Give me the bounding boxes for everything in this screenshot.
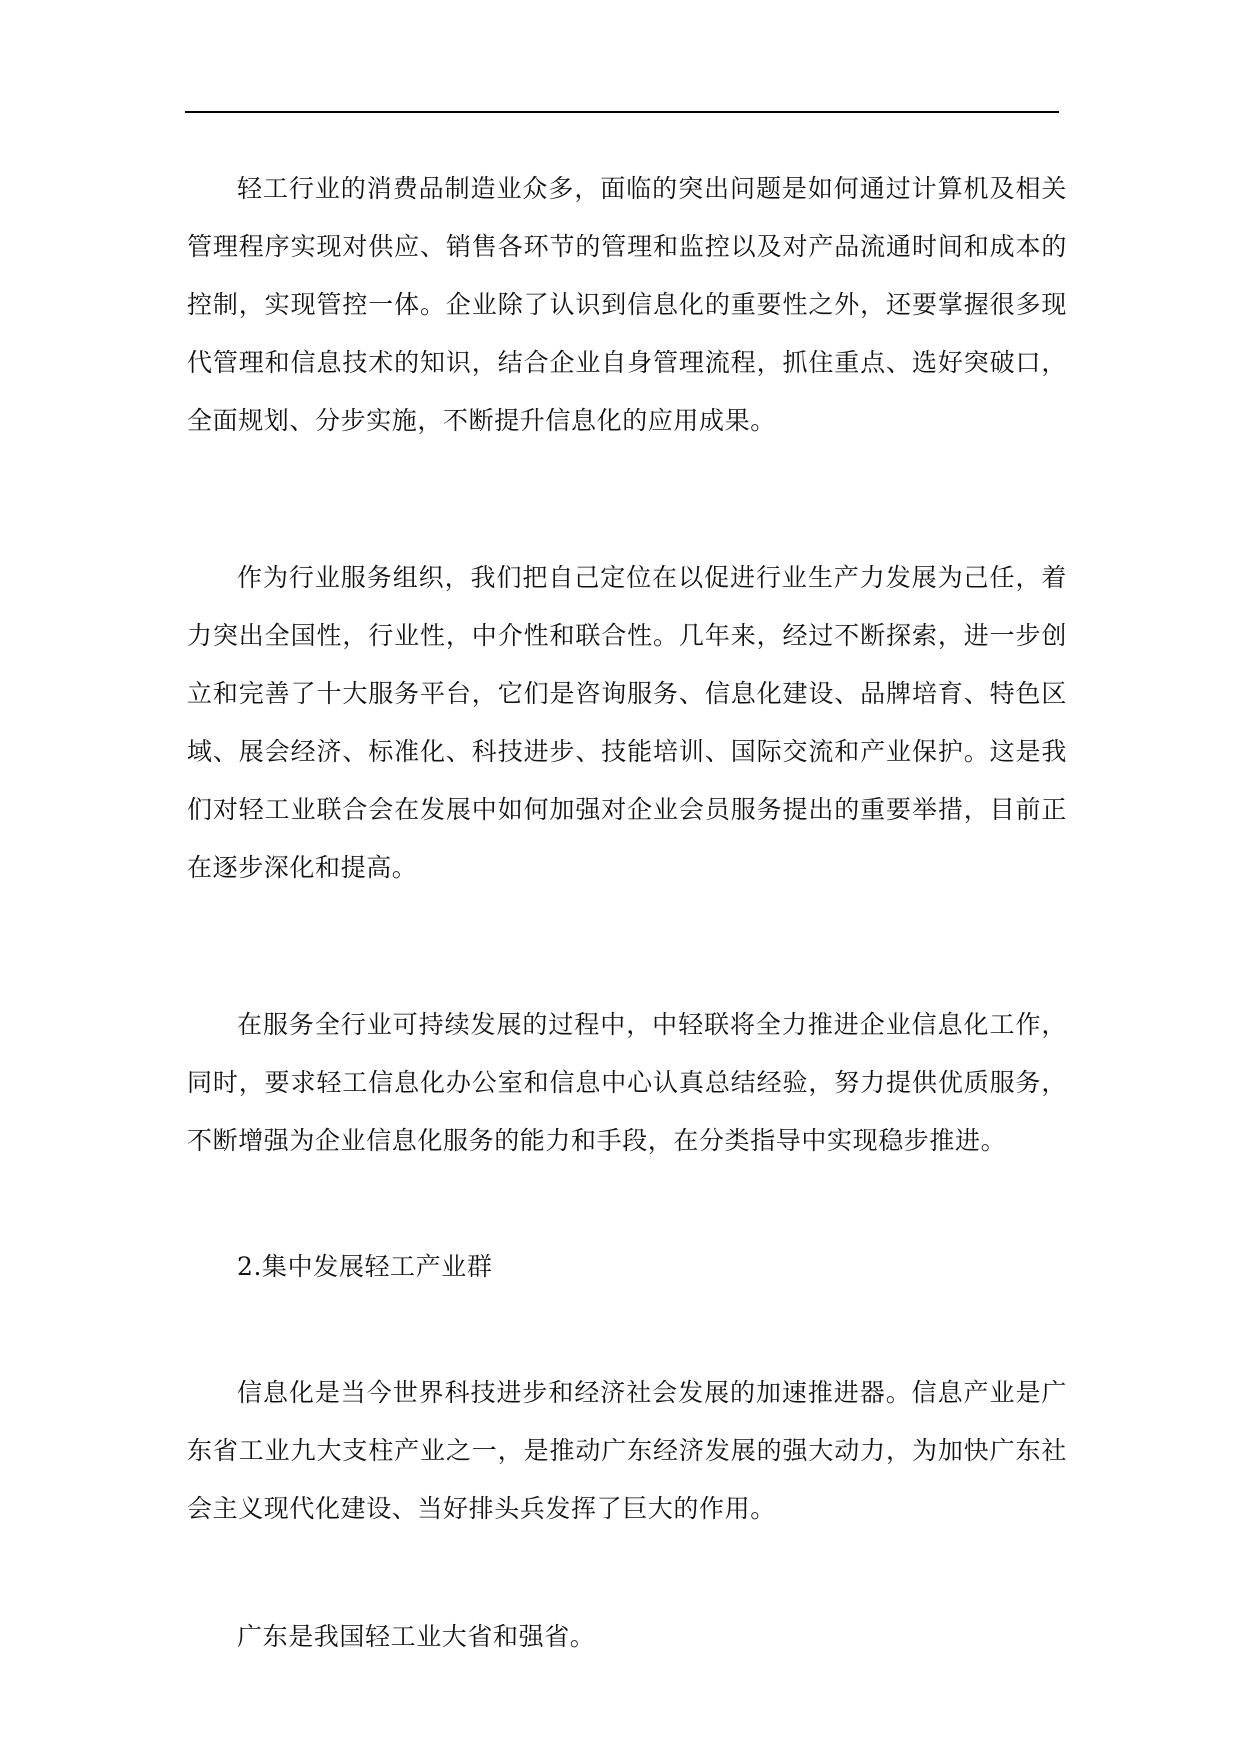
paragraph-2: 作为行业服务组织，我们把自己定位在以促进行业生产力发展为己任，着力突出全国性，行业性，中介性和联合性。几年来，经过不断探索，进一步创立和完善了十大服务平台，它们是咨询服务、信息化建设、品牌培育、特色区域、展会经济、标准化、科技进步、技能培训、国际交流和产业保护。这是我们对轻工业联合会在发展中如何加强对企业会员服务提出的重要举措，目前正在逐步深化和提高。 (187, 563, 1067, 882)
paragraph-3: 在服务全行业可持续发展的过程中，中轻联将全力推进企业信息化工作，同时，要求轻工信息化办公室和信息中心认真总结经验，努力提供优质服务，不断增强为企业信息化服务的能力和手段，在分类指导中实现稳步推进。 (187, 1010, 1067, 1155)
paragraph-1: 轻工行业的消费品制造业众多，面临的突出问题是如何通过计算机及相关管理程序实现对供应、销售各环节的管理和监控以及对产品流通时间和成本的控制，实现管控一体。企业除了认识到信息化的重要性之外，还要掌握很多现代管理和信息技术的知识，结合企业自身管理流程，抓住重点、选好突破口，全面规划、分步实施，不断提升信息化的应用成果。 (187, 174, 1067, 435)
document-body (187, 160, 1067, 1666)
paragraph-5: 广东是我国轻工业大省和强省。 (237, 1622, 596, 1651)
header-rule (185, 111, 1059, 113)
paragraph-4: 信息化是当今世界科技进步和经济社会发展的加速推进器。信息产业是广东省工业九大支柱产业之一，是推动广东经济发展的强大动力，为加快广东社会主义现代化建设、当好排头兵发挥了巨大的作用。 (187, 1378, 1067, 1523)
section-heading: 2.集中发展轻工产业群 (237, 1252, 493, 1281)
